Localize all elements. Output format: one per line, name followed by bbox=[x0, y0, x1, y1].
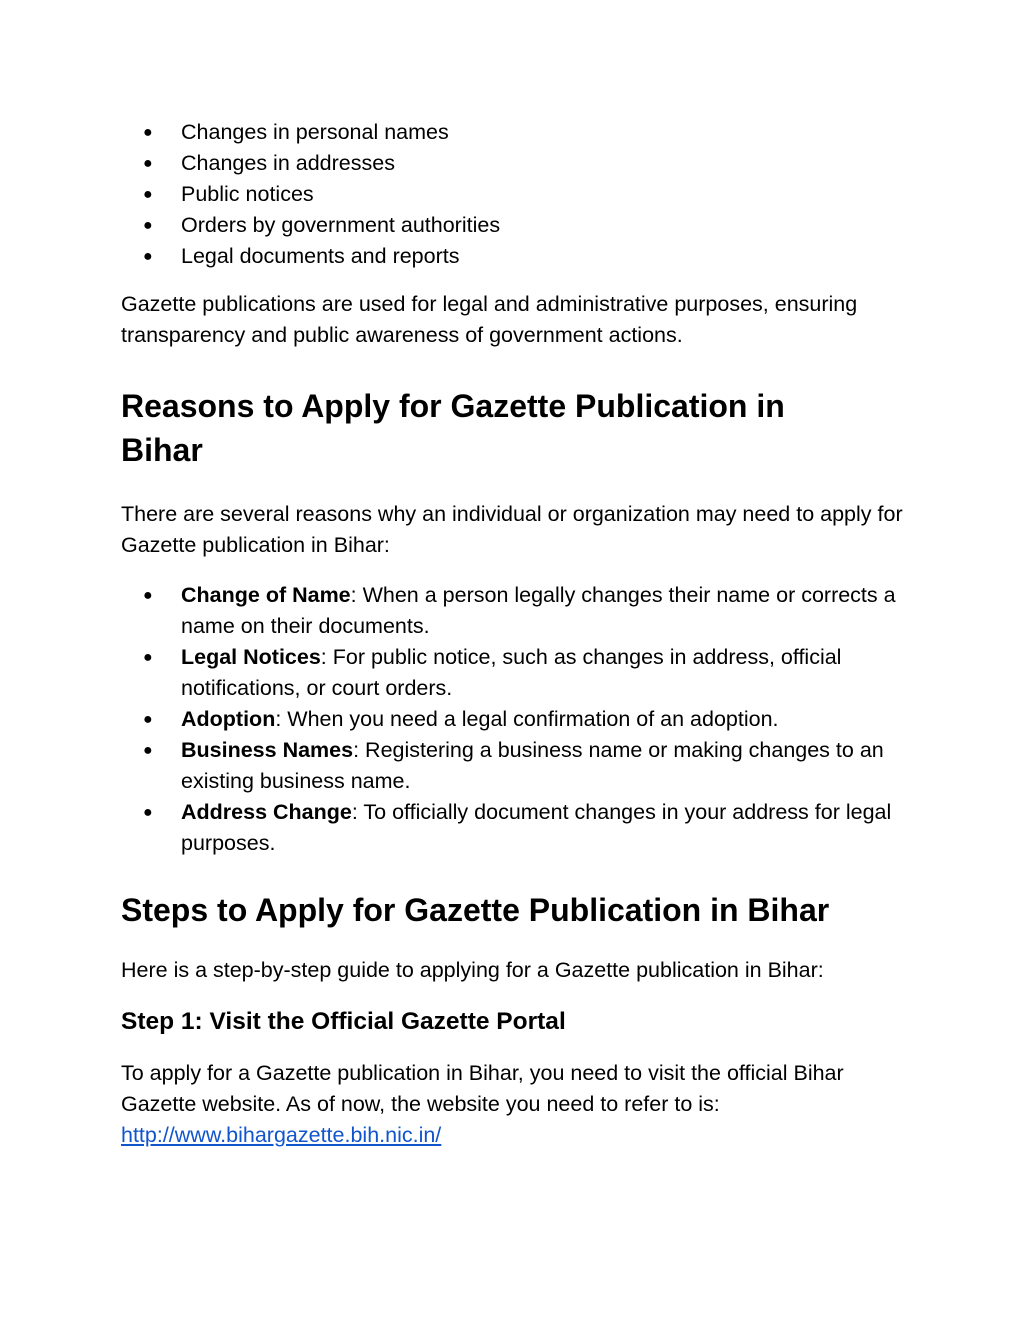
reason-desc: : Registering a business name or making changes to an existing business name. bbox=[181, 738, 884, 793]
list-item bbox=[121, 642, 911, 704]
bullet-icon: ● bbox=[143, 587, 153, 604]
list-item bbox=[121, 797, 911, 859]
bullet-icon: ● bbox=[143, 742, 153, 759]
list-item bbox=[121, 735, 911, 797]
step1-heading: Step 1: Visit the Official Gazette Portal bbox=[121, 1008, 566, 1035]
intro-list bbox=[121, 117, 911, 272]
document-page bbox=[121, 117, 911, 1151]
bullet-icon: ● bbox=[143, 217, 153, 234]
bullet-icon: ● bbox=[143, 649, 153, 666]
reason-desc: : For public notice, such as changes in address, official notifications, or court orders. bbox=[181, 645, 842, 700]
step1-paragraph bbox=[121, 1058, 861, 1151]
list-item: ● Changes in addresses bbox=[121, 148, 911, 179]
reason-term: Change of Name bbox=[181, 583, 351, 607]
list-item: ● Legal documents and reports bbox=[121, 241, 911, 272]
bullet-icon: ● bbox=[143, 711, 153, 728]
steps-paragraph: Here is a step-by-step guide to applying for a Gazette publication in Bihar: bbox=[121, 958, 824, 982]
list-item: ● Changes in personal names bbox=[121, 117, 911, 148]
reason-term: Adoption bbox=[181, 707, 276, 731]
reasons-paragraph: There are several reasons why an individual or organization may need to apply for Gazette publication in Bihar: bbox=[121, 502, 903, 557]
list-item bbox=[121, 704, 911, 735]
bullet-icon: ● bbox=[143, 124, 153, 141]
step1-text: To apply for a Gazette publication in Bihar, you need to visit the official Bihar Gazette website. As of now, the website you need to refer to is: bbox=[121, 1061, 844, 1116]
list-item bbox=[121, 580, 911, 642]
intro-paragraph: Gazette publications are used for legal and administrative purposes, ensuring transparency and public awareness of government actions. bbox=[121, 292, 858, 347]
reason-desc: : When a person legally changes their name or corrects a name on their documents. bbox=[181, 583, 896, 638]
bullet-icon: ● bbox=[143, 804, 153, 821]
reason-term: Business Names bbox=[181, 738, 354, 762]
reason-term: Legal Notices bbox=[181, 645, 321, 669]
bullet-icon: ● bbox=[143, 186, 153, 203]
bullet-icon: ● bbox=[143, 155, 153, 172]
reason-term: Address Change bbox=[181, 800, 352, 824]
list-item: ● Public notices bbox=[121, 179, 911, 210]
reason-desc: : To officially document changes in your address for legal purposes. bbox=[181, 800, 892, 855]
reason-desc: : When you need a legal confirmation of an adoption. bbox=[275, 707, 779, 731]
list-item: ● Orders by government authorities bbox=[121, 210, 911, 241]
gazette-portal-link[interactable]: http://www.bihargazette.bih.nic.in/ bbox=[121, 1123, 442, 1147]
bullet-icon: ● bbox=[143, 248, 153, 265]
reasons-list bbox=[121, 580, 911, 859]
reasons-heading: Reasons to Apply for Gazette Publication in Bihar bbox=[121, 388, 785, 468]
steps-heading: Steps to Apply for Gazette Publication in Bihar bbox=[121, 892, 830, 928]
